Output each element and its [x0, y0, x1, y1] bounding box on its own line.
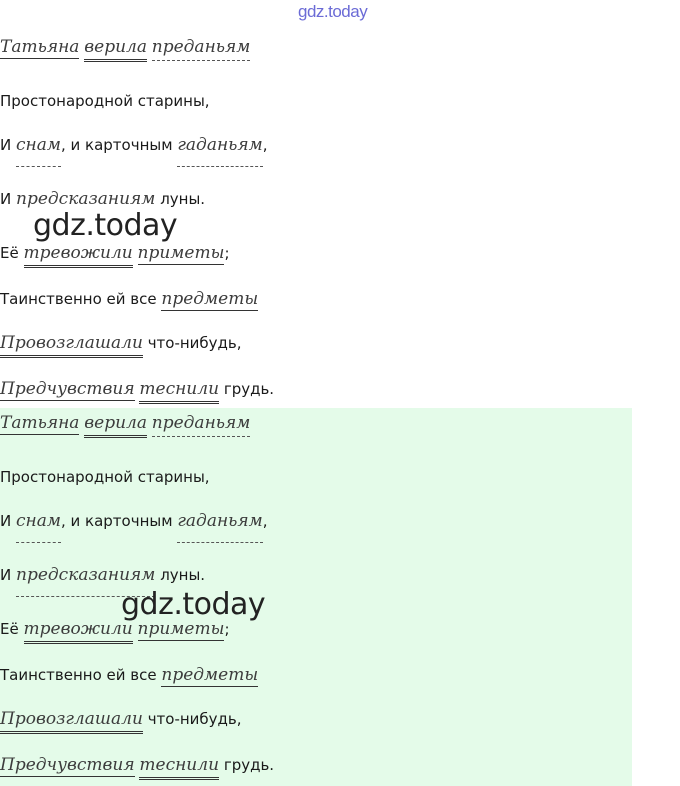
conjunction-word: И — [0, 190, 12, 208]
predicate-word: теснили — [139, 378, 219, 404]
comma: , — [262, 512, 268, 530]
semicolon: ; — [224, 244, 230, 262]
subject-word: Предчувствия — [0, 379, 135, 399]
object-word: гаданьям — [177, 134, 262, 167]
conjunction-word: И — [0, 566, 12, 584]
comma: , — [262, 136, 268, 154]
plain-text: Таинственно ей все — [0, 666, 157, 684]
subject-word: приметы — [137, 243, 225, 263]
watermark-overlay: gdz.today — [33, 208, 178, 243]
plain-text: что-нибудь, — [147, 334, 242, 352]
subject-word: предметы — [161, 665, 259, 685]
subject-word: приметы — [137, 619, 225, 639]
watermark-overlay: gdz.today — [121, 587, 266, 622]
predicate-word: тревожили — [24, 242, 133, 268]
conjunction-word: И — [0, 136, 12, 154]
poem-line-5 — [0, 242, 230, 268]
poem-line-7 — [0, 332, 242, 358]
plain-text: , и карточным — [60, 136, 173, 154]
object-word: гаданьям — [177, 510, 262, 543]
poem-line-2: Простонародной старины, — [0, 92, 210, 110]
poem-line-7 — [0, 708, 242, 734]
predicate-word: Провозглашали — [0, 332, 143, 358]
poem-block-second — [0, 408, 632, 786]
poem-line-6 — [0, 664, 258, 687]
object-word: предсказаниям — [16, 189, 156, 209]
subject-word: Татьяна — [0, 37, 80, 57]
poem-line-3 — [0, 134, 268, 167]
poem-line-4 — [0, 188, 205, 210]
poem-line-1 — [0, 36, 250, 62]
plain-text: грудь. — [223, 756, 275, 774]
poem-line-8 — [0, 754, 274, 780]
plain-text: луны. — [160, 190, 206, 208]
predicate-word: Провозглашали — [0, 708, 143, 734]
subject-word: Предчувствия — [0, 755, 135, 775]
plain-text: грудь. — [223, 380, 275, 398]
object-word: предсказаниям — [16, 564, 155, 597]
predicate-word: теснили — [139, 754, 219, 780]
subject-word: Татьяна — [0, 413, 80, 433]
plain-text: луны. — [160, 566, 206, 584]
poem-line-1 — [0, 412, 250, 438]
plain-text: Таинственно ей все — [0, 290, 157, 308]
watermark-top: gdz.today — [298, 2, 368, 21]
object-word: снам — [16, 134, 61, 167]
poem-line-2: Простонародной старины, — [0, 468, 210, 486]
predicate-word: верила — [84, 412, 147, 438]
poem-line-6 — [0, 288, 258, 311]
object-word: преданьям — [152, 36, 251, 61]
predicate-word: тревожили — [24, 618, 133, 644]
semicolon: ; — [224, 620, 230, 638]
poem-line-8 — [0, 378, 274, 404]
conjunction-word: И — [0, 512, 12, 530]
object-pronoun: Её — [0, 620, 19, 638]
subject-word: предметы — [161, 289, 259, 309]
plain-text: , и карточным — [60, 512, 173, 530]
plain-text: что-нибудь, — [147, 710, 242, 728]
object-word: преданьям — [152, 412, 251, 437]
predicate-word: верила — [84, 36, 147, 62]
object-pronoun: Её — [0, 244, 19, 262]
poem-line-3 — [0, 510, 268, 543]
object-word: снам — [16, 510, 61, 543]
